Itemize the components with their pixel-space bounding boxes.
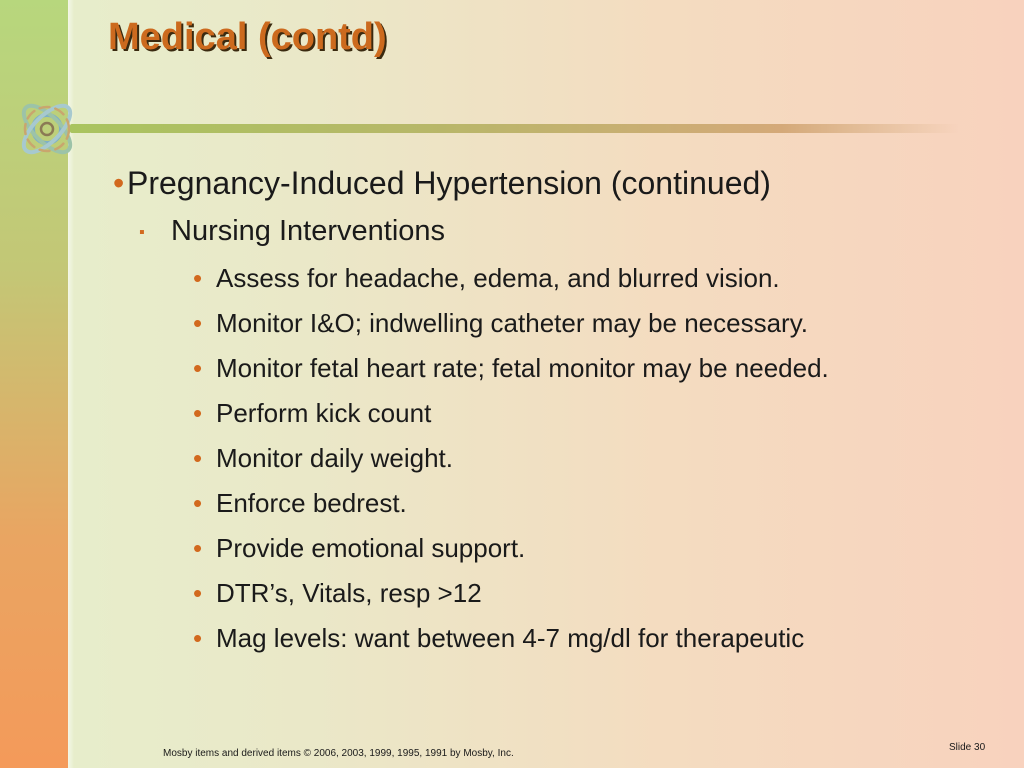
level2-bullet: ▪	[139, 224, 145, 241]
list-item-bullet: •	[193, 308, 203, 338]
list-item: Monitor daily weight.	[216, 443, 453, 473]
list-item-bullet: •	[193, 578, 203, 608]
level2-text: Nursing Interventions	[171, 215, 446, 247]
list-item: DTR’s, Vitals, resp >12	[216, 578, 482, 608]
slide-title: Medical (contd)	[108, 16, 387, 58]
list-item-bullet: •	[193, 398, 203, 428]
footer-copyright: Mosby items and derived items © 2006, 2003, 1999, 1995, 1991 by Mosby, Inc.	[163, 748, 514, 759]
list-item-bullet: •	[193, 263, 203, 293]
list-item-bullet: •	[193, 488, 203, 518]
list-item: Enforce bedrest.	[216, 488, 407, 518]
slide-number: Slide 30	[949, 742, 986, 753]
list-item: Monitor fetal heart rate; fetal monitor may be needed.	[216, 353, 829, 383]
list-item: Mag levels: want between 4-7 mg/dl for therapeutic	[216, 623, 805, 653]
list-item: Assess for headache, edema, and blurred vision.	[216, 263, 780, 293]
title-underline	[70, 124, 960, 133]
list-item: Provide emotional support.	[216, 533, 526, 563]
list-item: Perform kick count	[216, 398, 432, 428]
list-item-bullet: •	[193, 443, 203, 473]
list-item-bullet: •	[193, 623, 203, 653]
level1-bullet: •	[113, 165, 125, 201]
list-item-bullet: •	[193, 353, 203, 383]
list-item-bullet: •	[193, 533, 203, 563]
level1-text: Pregnancy-Induced Hypertension (continued)	[127, 165, 771, 201]
list-item: Monitor I&O; indwelling catheter may be necessary.	[216, 308, 809, 338]
